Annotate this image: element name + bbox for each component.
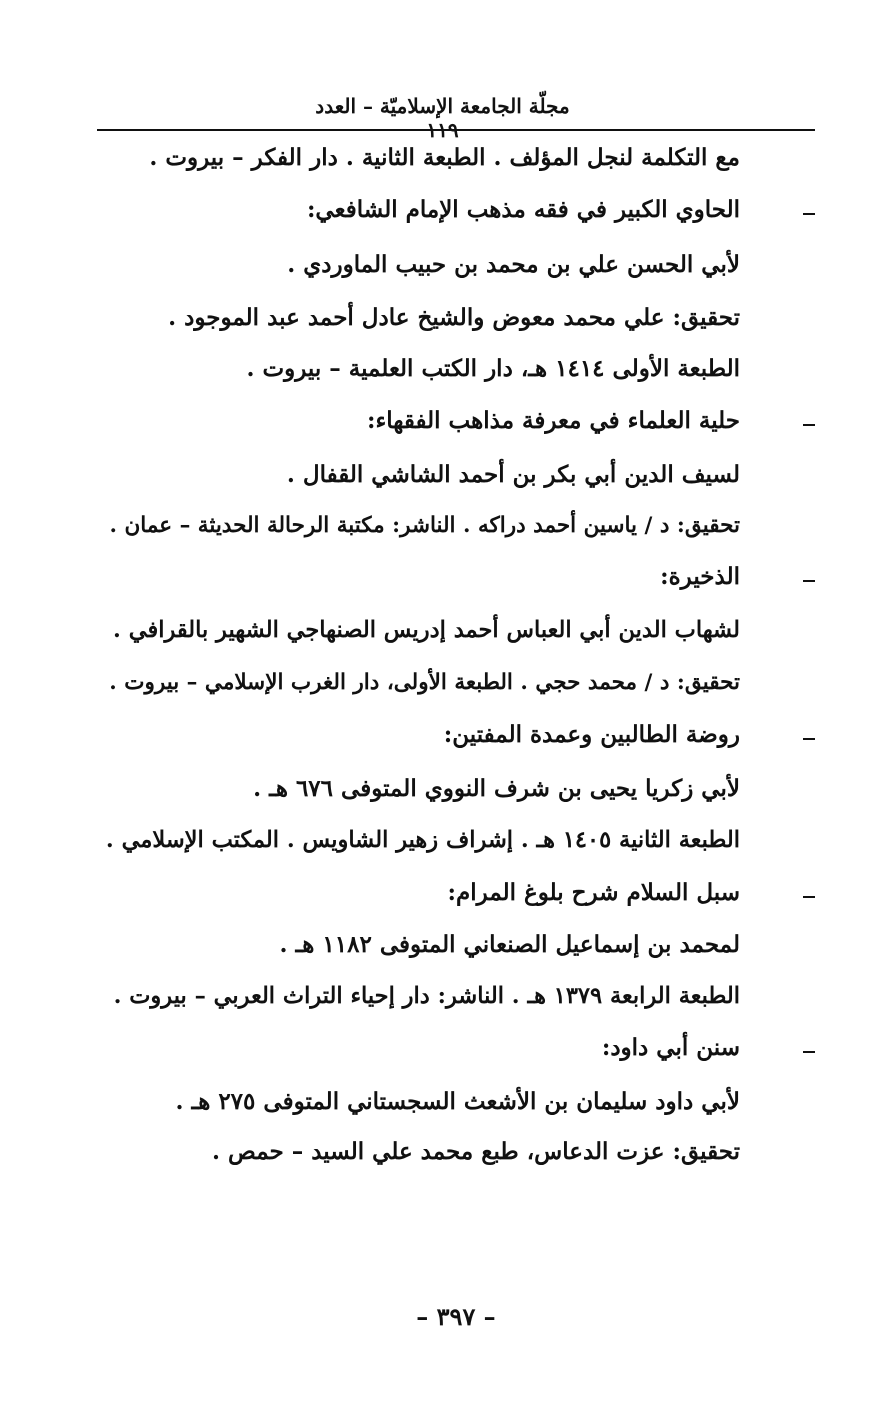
reference-line: لأبي زكريا يحيى بن شرف النووي المتوفى ٦٧٦ هـ . — [253, 775, 740, 802]
bullet-dash — [803, 896, 815, 898]
reference-line: الطبعة الرابعة ١٣٧٩ هـ . الناشر: دار إحياء التراث العربي – بيروت . — [113, 983, 740, 1009]
bullet-dash — [803, 738, 815, 740]
reference-title: روضة الطالبين وعمدة المفتين: — [443, 721, 740, 748]
reference-line: الطبعة الأولى ١٤١٤ هـ، دار الكتب العلمية – بيروت . — [246, 355, 740, 382]
journal-header: مجلّة الجامعة الإسلاميّة – العدد ١١٩ — [315, 94, 570, 142]
page-number: – ٣٩٧ – — [416, 1302, 496, 1331]
reference-line: لمحمد بن إسماعيل الصنعاني المتوفى ١١٨٢ هـ . — [279, 931, 740, 958]
reference-line: لأبي داود سليمان بن الأشعث السجستاني المتوفى ٢٧٥ هـ . — [175, 1088, 740, 1115]
reference-line: تحقيق: عزت الدعاس، طبع محمد علي السيد – حمص . — [212, 1138, 740, 1165]
reference-line: الطبعة الثانية ١٤٠٥ هـ . إشراف زهير الشاويس . المكتب الإسلامي . — [105, 827, 740, 853]
reference-title: سنن أبي داود: — [601, 1034, 740, 1061]
reference-title: الذخيرة: — [660, 563, 740, 590]
reference-line: لسيف الدين أبي بكر بن أحمد الشاشي القفال . — [286, 461, 740, 488]
reference-title: حلية العلماء في معرفة مذاهب الفقهاء: — [366, 407, 740, 434]
bullet-dash — [803, 213, 815, 215]
reference-line: تحقيق: علي محمد معوض والشيخ عادل أحمد عبد الموجود . — [168, 304, 740, 331]
reference-title: الحاوي الكبير في فقه مذهب الإمام الشافعي: — [306, 196, 740, 223]
bullet-dash — [803, 1051, 815, 1053]
reference-line: مع التكلمة لنجل المؤلف . الطبعة الثانية . دار الفكر – بيروت . — [149, 144, 740, 171]
reference-line: لشهاب الدين أبي العباس أحمد إدريس الصنهاجي الشهير بالقرافي . — [113, 617, 740, 643]
header-rule — [97, 129, 815, 131]
reference-line: لأبي الحسن علي بن محمد بن حبيب الماوردي . — [287, 251, 740, 278]
reference-line: تحقيق: د / محمد حجي . الطبعة الأولى، دار الغرب الإسلامي – بيروت . — [109, 670, 740, 695]
reference-title: سبل السلام شرح بلوغ المرام: — [447, 879, 740, 906]
bullet-dash — [803, 580, 815, 582]
reference-line: تحقيق: د / ياسين أحمد دراكه . الناشر: مكتبة الرحالة الحديثة – عمان . — [109, 513, 740, 538]
bullet-dash — [803, 424, 815, 426]
